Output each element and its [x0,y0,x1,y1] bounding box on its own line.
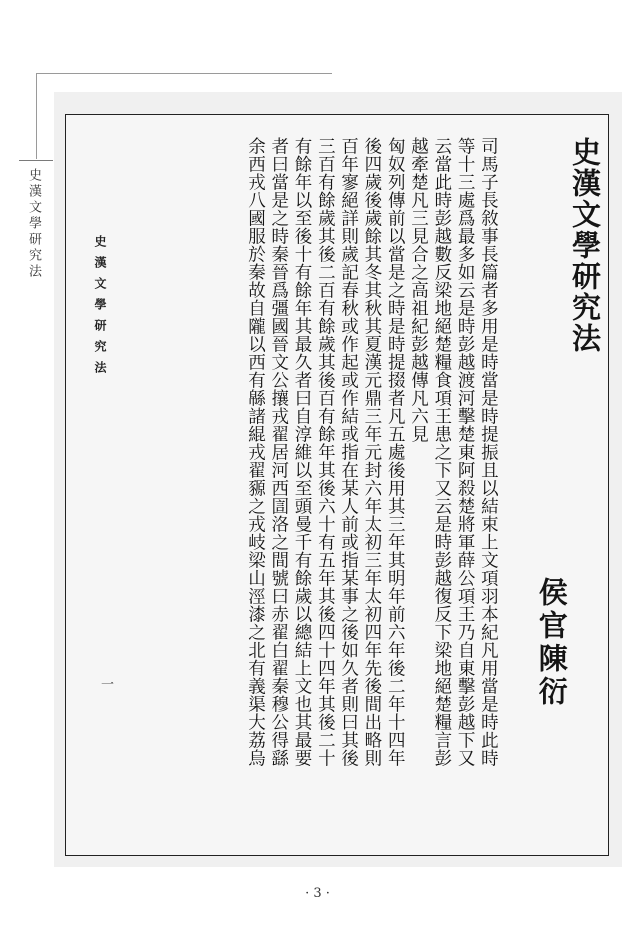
text-column: 者曰當是之時秦晉爲彊國晉文公攘戎翟居河西圁洛之間號曰赤翟白翟秦穆公得繇 [268,137,289,767]
book-title: 史漢文學研究法 [568,137,602,354]
text-column: 有餘年以至後十有餘年其最久者曰自淳維以至頭曼千有餘歲以總結上文也其最要 [292,137,313,767]
page-frame [65,114,609,856]
vertical-text-block [243,137,602,837]
text-column: 等十三處爲最多如云是時彭越渡河擊楚東阿殺楚將軍薛公項王乃自東擊彭越下又 [455,137,476,767]
text-column: 百年寥絕詳則歲記春秋或作起或作結或指在某人前或指某事之後如久者則曰其後 [338,137,359,767]
frame-line-left [36,73,37,159]
text-column: 匈奴列傳前以當是之時是時提掇者凡五處後用其三年其明年前六年後二年十四年 [385,137,406,767]
text-column: 後四歲後歲餘其冬其秋其夏漢元鼎三年元封六年太初三年太初四年先後間出略則 [361,137,382,767]
text-column: 三百有餘歲其後二百有餘歲其後百有餘年其後六十有五年其後四十四年其後二十 [315,137,336,767]
text-column: 司馬子長敘事長篇者多用是時當是時提振且以結束上文項羽本紀凡用當是時此時 [478,137,499,767]
frame-line-top [36,73,332,74]
running-head: 史漢文學研究法 [26,168,41,280]
page-folio: · 3 · [305,886,330,901]
text-column: 余西戎八國服於秦故自隴以西有緜諸緄戎翟豲之戎岐梁山涇漆之北有義渠大荔烏 [245,137,266,767]
margin-title: 史漢文學研究法 [93,235,107,382]
running-head-rule [19,160,53,161]
text-column: 越牽楚凡三見合之高祖紀彭越傳凡六見 [408,137,429,443]
column-gap [499,137,533,837]
margin-page-number: 一 [98,677,113,690]
text-column: 云當此時彭越數反梁地絕楚糧食項王患之下又云是時彭越復反下梁地絕楚糧言彭 [431,137,452,767]
author-name: 侯官陳衍 [534,577,569,709]
